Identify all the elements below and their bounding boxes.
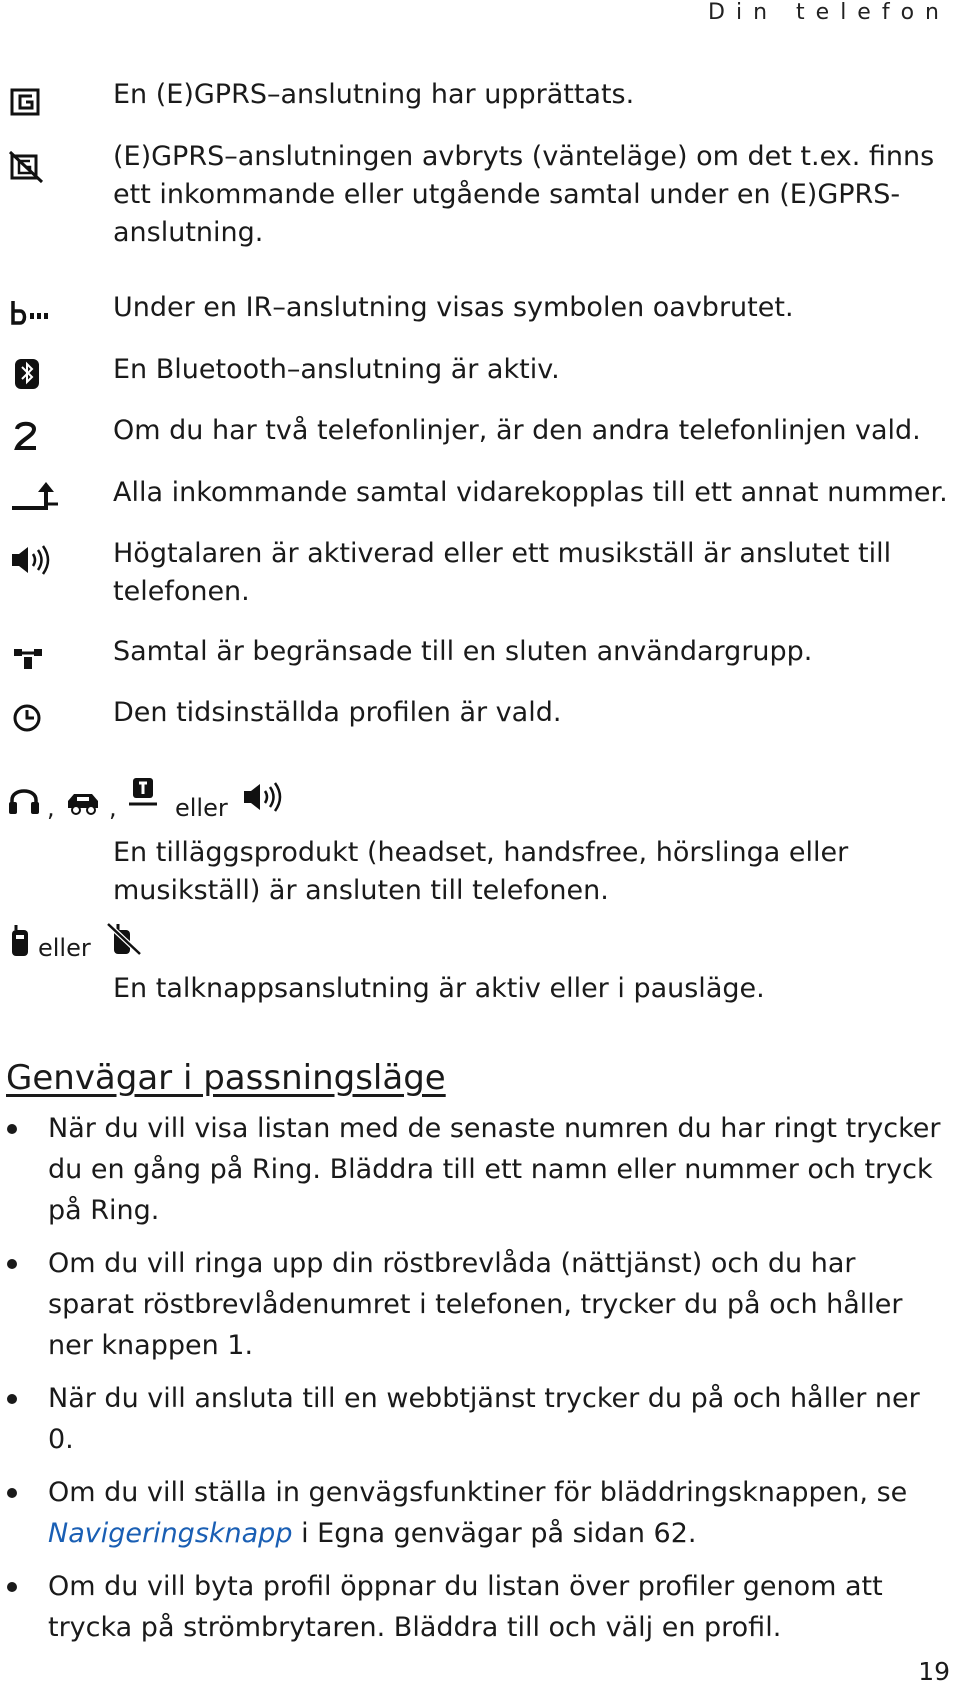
indicator-text: En (E)GPRS–anslutning har upprättats.	[113, 79, 635, 110]
indicator-text: Samtal är begränsade till en sluten användargrupp.	[113, 636, 813, 667]
list-item: När du vill ansluta till en webbtjänst trycker du på och håller ner 0.	[0, 1378, 948, 1460]
ptt-active-icon	[6, 924, 42, 958]
separator-comma: ,	[47, 794, 55, 822]
indicator-text: En Bluetooth–anslutning är aktiv.	[113, 354, 560, 385]
car-handsfree-icon	[64, 784, 104, 818]
infrared-icon	[8, 295, 48, 329]
gprs-suspended-icon	[8, 150, 48, 184]
bullet-icon	[7, 1394, 17, 1404]
list-item: Om du vill ringa upp din röstbrevlåda (nättjänst) och du har sparat röstbrevlådenumret i telefonen, trycker du på och håller ner knappen 1.	[0, 1243, 948, 1366]
indicator-text: Om du har två telefonlinjer, är den andra telefonlinjen vald.	[113, 415, 921, 446]
ptt-text: En talknappsanslutning är aktiv eller i pausläge.	[113, 973, 765, 1004]
indicator-text: Under en IR–anslutning visas symbolen oavbrutet.	[113, 292, 794, 323]
running-header: Din telefon	[708, 0, 950, 25]
indicator-text: Alla inkommande samtal vidarekopplas till ett annat nummer.	[113, 477, 948, 508]
headset-icon	[6, 784, 42, 818]
list-item: När du vill visa listan med de senaste numren du har ringt trycker du en gång på Ring. Bläddra till ett namn eller nummer och tryck på Ring.	[0, 1108, 948, 1231]
enhancement-text: En tilläggsprodukt (headset, handsfree, hörslinga eller musikställ) är ansluten till telefonen.	[113, 837, 849, 906]
call-forward-icon	[8, 478, 64, 512]
ptt-icons	[0, 922, 200, 962]
page-number: 19	[918, 1657, 950, 1686]
loudspeaker-icon	[240, 780, 288, 814]
bullet-icon	[7, 1488, 17, 1498]
closed-user-group-icon	[8, 643, 48, 677]
or-word: eller	[38, 934, 91, 962]
gprs-active-icon	[8, 86, 48, 120]
indicator-text: Den tidsinställda profilen är vald.	[113, 697, 562, 728]
separator-comma: ,	[109, 794, 117, 822]
timed-profile-icon	[8, 700, 48, 734]
ptt-paused-icon	[106, 922, 142, 956]
bullet-icon	[7, 1582, 17, 1592]
indicator-text: (E)GPRS–anslutningen avbryts (vänteläge) om det t.ex. finns ett inkommande eller utgående samtal under en (E)GPRS-anslutning.	[113, 141, 935, 248]
navigeringsknapp-link[interactable]: Navigeringsknapp	[48, 1518, 293, 1549]
bluetooth-icon	[8, 357, 48, 391]
loudspeaker-icon	[8, 543, 56, 577]
or-word: eller	[175, 794, 228, 822]
bullet-icon	[7, 1124, 17, 1134]
list-item: Om du vill ställa in genvägsfunktiner för bläddringsknappen, se Navigeringsknapp i Egna genvägar på sidan 62.	[0, 1472, 948, 1554]
indicator-text: Högtalaren är aktiverad eller ett musikställ är anslutet till telefonen.	[113, 538, 892, 607]
shortcut-list	[0, 1108, 960, 1660]
loopset-icon	[126, 776, 162, 810]
line-two-icon	[8, 418, 48, 452]
section-heading: Genvägar i passningsläge	[6, 1058, 446, 1098]
enhancement-icons	[0, 784, 300, 824]
bullet-icon	[7, 1259, 17, 1269]
list-item: Om du vill byta profil öppnar du listan över profiler genom att trycka på strömbrytaren. Bläddra till och välj en profil.	[0, 1566, 948, 1648]
